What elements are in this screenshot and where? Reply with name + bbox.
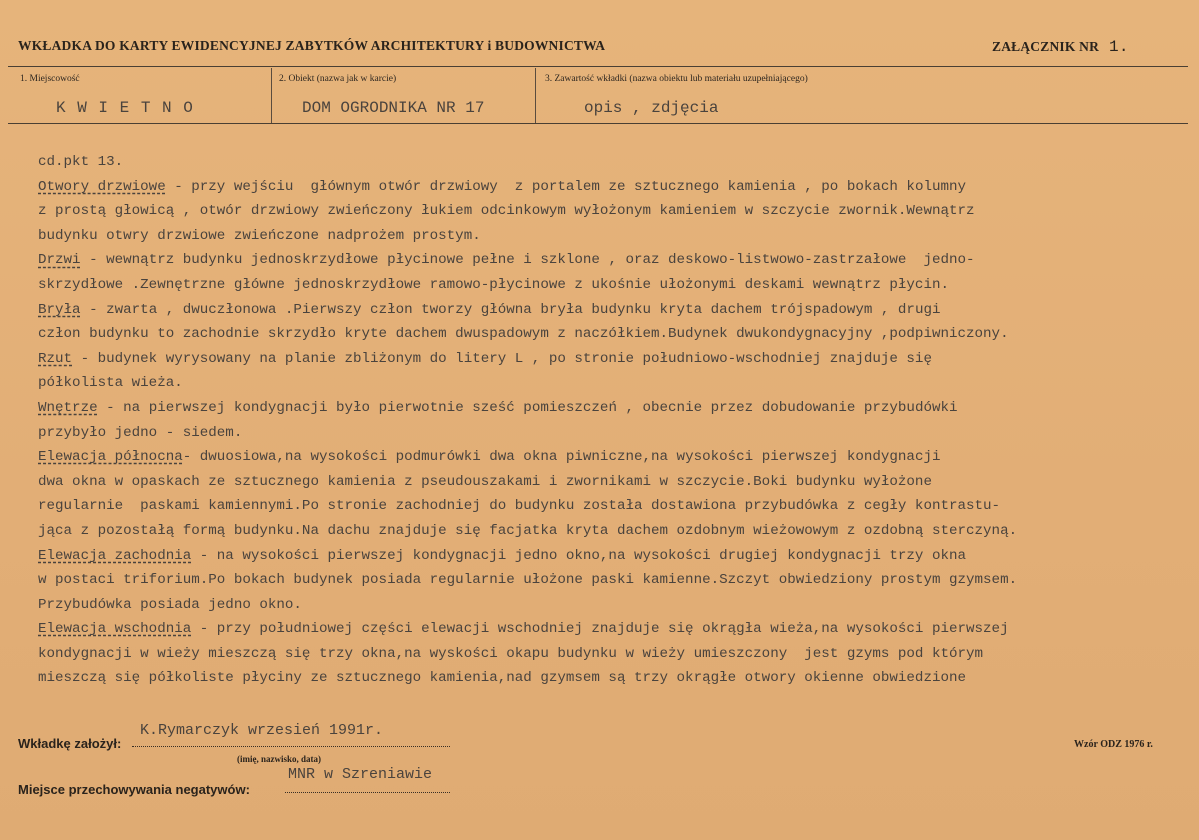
author-line [132, 746, 450, 747]
text-line [38, 248, 1198, 273]
line-text: półkolista wieża. [38, 375, 183, 392]
line-text: budynku otwry drzwiowe zwieńczone nadprożem prostym. [38, 227, 481, 244]
section-heading: Wnętrze [38, 399, 98, 416]
line-text: z prostą głowicą , otwór drzwiowy zwieńczony łukiem odcinkowym wyłożonym kamieniem w szczycie zwornik.Wewnątrz [38, 203, 975, 220]
line-text: przybyło jedno - siedem. [38, 424, 243, 441]
author-hint: (imię, nazwisko, data) [237, 754, 321, 764]
line-text: cd.pkt 13. [38, 154, 124, 170]
line-text: - budynek wyrysowany na planie zbliżonym do litery L , po stronie południowo-wschodniej znajduje się [72, 350, 932, 367]
negatives-line [285, 792, 450, 793]
header-bottom-rule [8, 123, 1188, 124]
form-title: WKŁADKA DO KARTY EWIDENCYJNEJ ZABYTKÓW ARCHITEKTURY i BUDOWNICTWA [18, 38, 606, 53]
text-line [38, 568, 1198, 593]
line-text: mieszczą się półkoliste płyciny ze sztucznego kamienia,nad gzymsem są trzy okrągłe otwory okienne obwiedzione [38, 670, 967, 687]
text-line [38, 175, 1198, 200]
line-text: kondygnacji w wieży mieszczą się trzy okna,na wyskości okapu budynku w wieży umieszczony jest gzyms pod którym [38, 645, 984, 662]
section-heading: Elewacja zachodnia [38, 547, 192, 564]
line-text: - przy wejściu głównym otwór drzwiowy z portalem ze sztucznego kamienia , po bokach kolumny [165, 178, 967, 195]
text-line [38, 445, 1198, 470]
description-body [38, 150, 1198, 691]
negatives-label: Miejsce przechowywania negatywów: [18, 782, 250, 797]
text-line [38, 371, 1198, 396]
text-line [38, 396, 1198, 421]
text-line [38, 322, 1198, 347]
section-heading: Elewacja północna [38, 449, 183, 466]
text-line [38, 273, 1198, 298]
line-text: regularnie paskami kamiennymi.Po stronie zachodniej do budynku została dostawiona przybudówka z cegły kontrastu- [38, 498, 1001, 515]
section-heading: Drzwi [38, 252, 81, 269]
text-line [38, 666, 1198, 691]
author-label: Wkładkę założył: [18, 736, 122, 751]
place-value: K W I E T N O [56, 99, 194, 117]
text-line [38, 150, 1198, 175]
text-line [38, 224, 1198, 249]
author-value: K.Rymarczyk wrzesień 1991r. [140, 722, 384, 739]
line-text: - na pierwszej kondygnacji było pierwotnie sześć pomieszczeń , obecnie przez dobudowanie przybudówki [97, 399, 958, 416]
text-line [38, 494, 1198, 519]
text-line [38, 470, 1198, 495]
line-text: - dwuosiowa,na wysokości podmurówki dwa okna piwniczne,na wysokości pierwszej kondygnacji [182, 449, 941, 466]
section-heading: Rzut [38, 350, 73, 367]
section-heading: Otwory drzwiowe [38, 178, 166, 195]
negatives-value: MNR w Szreniawie [288, 766, 433, 783]
attachment-number-value: 1. [1109, 38, 1129, 56]
field-divider-1 [271, 68, 272, 123]
text-line [38, 519, 1198, 544]
line-text: - przy południowej części elewacji wschodniej znajduje się okrągła wieża,na wysokości pierwszej [191, 621, 1009, 638]
field-divider-2 [535, 68, 536, 123]
section-heading: Elewacja wschodnia [38, 621, 192, 638]
text-line [38, 347, 1198, 372]
content-label: 3. Zawartość wkładki (nazwa obiektu lub materiału uzupełniającego) [545, 74, 808, 84]
line-text: człon budynku to zachodnie skrzydło kryte dachem dwuspadowym z naczółkiem.Budynek dwukondygnacyjny ,podpiwniczony. [38, 326, 1009, 343]
line-text: - wewnątrz budynku jednoskrzydłowe płycinowe pełne i szklone , oraz deskowo-listwowo-zastrzałowe jedno- [80, 252, 975, 269]
text-line [38, 421, 1198, 446]
text-line [38, 298, 1198, 323]
text-line [38, 593, 1198, 618]
text-line [38, 199, 1198, 224]
line-text: w postaci triforium.Po bokach budynek posiada regularnie ułożone paski kamienne.Szczyt obwiedziony prostym gzymsem. [38, 572, 1018, 589]
object-label: 2. Obiekt (nazwa jak w karcie) [279, 74, 397, 84]
place-label: 1. Miejscowość [20, 74, 80, 84]
section-heading: Bryła [38, 301, 81, 318]
line-text: dwa okna w opaskach ze sztucznego kamienia z pseudouszakami i zwornikami w szczycie.Boki budynku wyłożone [38, 473, 932, 490]
line-text: Przybudówka posiada jedno okno. [38, 596, 302, 613]
object-value: DOM OGRODNIKA NR 17 [302, 99, 485, 117]
form-code: Wzór ODZ 1976 r. [1074, 739, 1153, 750]
line-text: - zwarta , dwuczłonowa .Pierwszy człon tworzy główna bryła budynku kryta dachem trójspadowym , drugi [80, 301, 941, 318]
line-text: jąca z pozostałą formą budynku.Na dachu znajduje się facjatka kryta dachem ozdobnym wieżowowym z ozdobną sterczyną. [38, 522, 1018, 539]
text-line [38, 544, 1198, 569]
header-top-rule [8, 66, 1188, 67]
attachment-label: ZAŁĄCZNIK NR [992, 39, 1100, 54]
attachment-number [992, 38, 1129, 56]
line-text: - na wysokości pierwszej kondygnacji jedno okno,na wysokości drugiej kondygnacji trzy okna [191, 547, 967, 564]
line-text: skrzydłowe .Zewnętrzne główne jednoskrzydłowe ramowo-płycinowe z ukośnie ułożonymi deskami wewnątrz płycin. [38, 276, 949, 293]
text-line [38, 642, 1198, 667]
text-line [38, 617, 1198, 642]
content-value: opis , zdjęcia [584, 99, 719, 117]
